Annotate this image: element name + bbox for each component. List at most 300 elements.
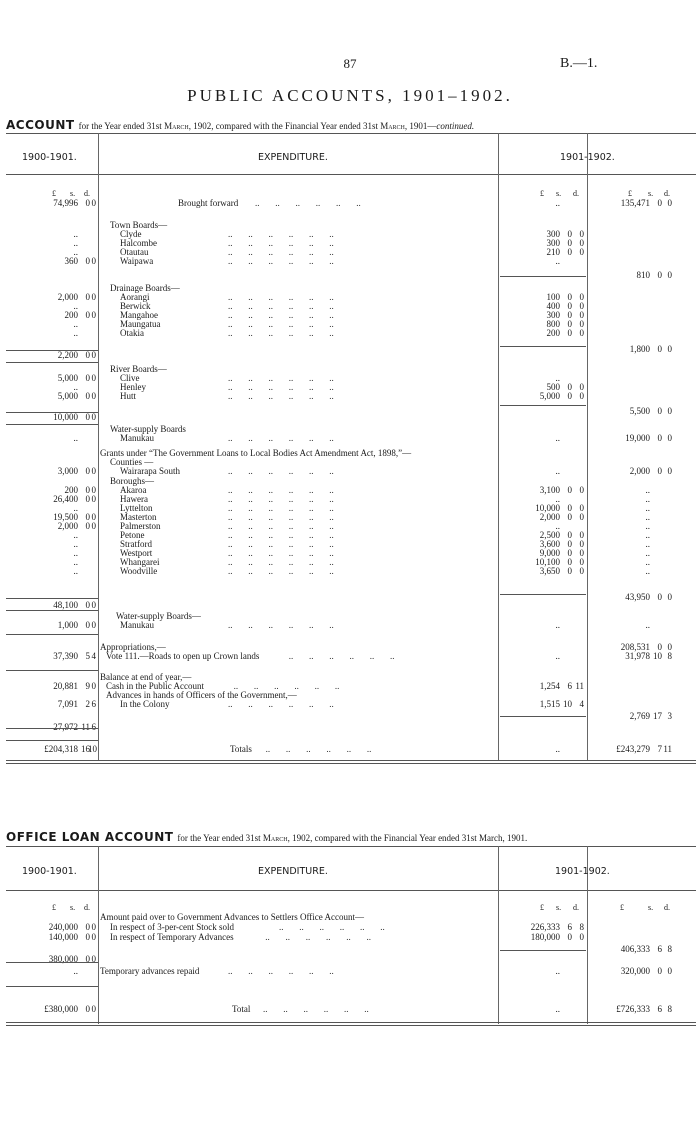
cell-mid-pounds: .. bbox=[555, 521, 560, 531]
cell-left-pence: 0 bbox=[91, 391, 96, 401]
cell-left-shillings: 0 bbox=[85, 600, 90, 610]
table-row bbox=[0, 1004, 700, 1015]
cell-left-pounds: .. bbox=[73, 566, 78, 576]
cell-left-shillings: 0 bbox=[85, 198, 90, 208]
leader-dots: .. .. .. .. .. .. bbox=[228, 229, 334, 239]
cell-left-shillings: 0 bbox=[85, 350, 90, 360]
cell-mid-pence: 0 bbox=[579, 530, 584, 540]
row-label: Total bbox=[232, 1004, 251, 1014]
cell-left-pence: 10 bbox=[88, 744, 97, 754]
cell-mid-shillings: 0 bbox=[567, 503, 572, 513]
table-row bbox=[0, 433, 700, 444]
cell-mid-shillings: 0 bbox=[567, 292, 572, 302]
row-label: Mangahoe bbox=[120, 310, 158, 320]
cell-mid-pence: 0 bbox=[579, 548, 584, 558]
cell-mid-shillings: 0 bbox=[567, 247, 572, 257]
cell-left-shillings: 0 bbox=[85, 292, 90, 302]
cell-right-pounds: 19,000 bbox=[625, 433, 650, 443]
cell-right-pounds: £726,333 bbox=[616, 1004, 650, 1014]
cell-mid-pounds: .. bbox=[555, 744, 560, 754]
row-label: Waipawa bbox=[120, 256, 154, 266]
cell-mid-shillings: 10 bbox=[563, 699, 572, 709]
cell-left-pounds: 37,390 bbox=[53, 651, 78, 661]
cell-left-shillings: 0 bbox=[85, 620, 90, 630]
cell-left-pence: 0 bbox=[91, 198, 96, 208]
cell-left-pounds: .. bbox=[73, 530, 78, 540]
cell-right-pounds: .. bbox=[645, 521, 650, 531]
cell-mid-shillings: 0 bbox=[567, 548, 572, 558]
section1-col-1900: 1900-1901. bbox=[22, 152, 77, 163]
cell-mid-pounds: 5,000 bbox=[539, 391, 560, 401]
cell-left-shillings: 0 bbox=[85, 512, 90, 522]
section1-units-row: £ s. d. £ s. d. £ s. d. bbox=[52, 189, 670, 198]
row-label: Amount paid over to Government Advances to Settlers Office Account— bbox=[100, 912, 365, 922]
cell-mid-shillings: 0 bbox=[567, 566, 572, 576]
leader-dots: .. .. .. .. .. .. bbox=[228, 512, 334, 522]
cell-left-pence: 6 bbox=[91, 722, 96, 732]
section2-col-1901: 1901-1902. bbox=[555, 866, 610, 877]
cell-left-pence: 0 bbox=[91, 310, 96, 320]
cell-left-pounds: 2,000 bbox=[57, 521, 78, 531]
cell-left-shillings: 5 bbox=[85, 651, 90, 661]
cell-mid-pence: 0 bbox=[579, 485, 584, 495]
cell-left-shillings: 0 bbox=[85, 466, 90, 476]
leader-dots: .. .. .. .. .. .. bbox=[228, 485, 334, 495]
cell-left-pounds: .. bbox=[73, 433, 78, 443]
table-row bbox=[0, 699, 700, 710]
row-label: Appropriations,— bbox=[100, 642, 166, 652]
cell-left-pounds: 74,996 bbox=[53, 198, 78, 208]
row-label: Counties — bbox=[110, 457, 154, 467]
row-label: Stratford bbox=[120, 539, 152, 549]
row-label: Aorangi bbox=[120, 292, 150, 302]
cell-left-pence: 6 bbox=[91, 699, 96, 709]
leader-dots: .. .. .. .. .. .. bbox=[228, 966, 334, 976]
cell-right-pence: 11 bbox=[663, 744, 672, 754]
cell-left-pence: 0 bbox=[91, 512, 96, 522]
row-label: Vote 111.—Roads to open up Crown lands bbox=[106, 651, 260, 661]
cell-left-pounds: 5,000 bbox=[57, 373, 78, 383]
leader-dots: .. .. .. .. .. .. bbox=[233, 681, 340, 691]
cell-left-pence: 0 bbox=[91, 620, 96, 630]
cell-mid-pounds: 9,000 bbox=[539, 548, 560, 558]
cell-mid-shillings: 0 bbox=[567, 932, 572, 942]
leader-dots: .. .. .. .. .. .. bbox=[228, 433, 334, 443]
cell-mid-pounds: 100 bbox=[546, 292, 560, 302]
cell-mid-pence: 11 bbox=[575, 681, 584, 691]
cell-right-pounds: .. bbox=[645, 548, 650, 558]
cell-right-pounds: 320,000 bbox=[620, 966, 650, 976]
cell-left-pounds: 19,500 bbox=[53, 512, 78, 522]
section1-col-expenditure: EXPENDITURE. bbox=[258, 152, 328, 163]
cell-mid-shillings: 0 bbox=[567, 229, 572, 239]
cell-left-pounds: .. bbox=[73, 238, 78, 248]
cell-right-pounds: 1,800 bbox=[629, 344, 650, 354]
cell-mid-shillings: 0 bbox=[567, 319, 572, 329]
cell-right-shillings: 0 bbox=[657, 966, 662, 976]
cell-right-shillings: 0 bbox=[657, 642, 662, 652]
cell-right-shillings: 6 bbox=[657, 944, 662, 954]
leader-dots: .. .. .. .. .. .. bbox=[228, 521, 334, 531]
leader-dots: .. .. .. .. .. .. bbox=[228, 382, 334, 392]
cell-left-pounds: .. bbox=[73, 319, 78, 329]
cell-left-pence: 0 bbox=[91, 922, 96, 932]
row-label: Henley bbox=[120, 382, 146, 392]
leader-dots: .. .. .. .. .. .. bbox=[228, 391, 334, 401]
table-row bbox=[0, 328, 700, 339]
row-label: Temporary advances repaid bbox=[100, 966, 200, 976]
cell-right-pounds: 43,950 bbox=[625, 592, 650, 602]
cell-left-pounds: 27,972 bbox=[53, 722, 78, 732]
cell-left-pence: 0 bbox=[91, 932, 96, 942]
cell-mid-shillings: 0 bbox=[567, 512, 572, 522]
cell-mid-pounds: .. bbox=[555, 373, 560, 383]
cell-left-pence: 0 bbox=[91, 600, 96, 610]
cell-right-pounds: .. bbox=[645, 539, 650, 549]
cell-right-shillings: 6 bbox=[657, 1004, 662, 1014]
cell-left-shillings: 0 bbox=[85, 391, 90, 401]
row-label: Cash in the Public Account bbox=[106, 681, 204, 691]
cell-mid-pounds: 3,650 bbox=[539, 566, 560, 576]
row-label: Drainage Boards— bbox=[110, 283, 180, 293]
cell-mid-pounds: .. bbox=[555, 966, 560, 976]
cell-mid-pounds: 3,600 bbox=[539, 539, 560, 549]
row-label: Totals bbox=[230, 744, 252, 754]
leader-dots: .. .. .. .. .. .. bbox=[228, 292, 334, 302]
leader-dots: .. .. .. .. .. .. bbox=[228, 247, 334, 257]
row-label: In the Colony bbox=[120, 699, 170, 709]
cell-right-shillings: 0 bbox=[657, 433, 662, 443]
cell-mid-shillings: 0 bbox=[567, 382, 572, 392]
table-row bbox=[0, 350, 700, 361]
leader-dots: .. .. .. .. .. .. bbox=[228, 494, 334, 504]
cell-right-pounds: .. bbox=[645, 557, 650, 567]
cell-right-pence: 0 bbox=[667, 344, 672, 354]
cell-right-pounds: 2,000 bbox=[629, 466, 650, 476]
cell-mid-pounds: 500 bbox=[546, 382, 560, 392]
cell-right-pence: 8 bbox=[667, 651, 672, 661]
cell-right-shillings: 0 bbox=[657, 466, 662, 476]
cell-left-pounds: £204,318 bbox=[44, 744, 78, 754]
cell-left-shillings: 0 bbox=[85, 256, 90, 266]
cell-left-pounds: 2,200 bbox=[57, 350, 78, 360]
cell-left-pounds: .. bbox=[73, 966, 78, 976]
table-row bbox=[0, 711, 700, 722]
cell-right-pence: 0 bbox=[667, 198, 672, 208]
cell-mid-shillings: 0 bbox=[567, 557, 572, 567]
cell-mid-pence: 0 bbox=[579, 557, 584, 567]
cell-right-shillings: 0 bbox=[657, 592, 662, 602]
cell-left-pounds: .. bbox=[73, 382, 78, 392]
section2-units-row: £ s. d. £ s. d. £ s. d. bbox=[52, 903, 670, 912]
cell-mid-pounds: .. bbox=[555, 466, 560, 476]
table-row bbox=[0, 270, 700, 281]
section2-col-expenditure: EXPENDITURE. bbox=[258, 866, 328, 877]
leader-dots: .. .. .. .. .. .. bbox=[228, 256, 334, 266]
cell-mid-pence: 0 bbox=[579, 512, 584, 522]
cell-mid-shillings: 0 bbox=[567, 301, 572, 311]
cell-mid-shillings: 6 bbox=[567, 681, 572, 691]
row-label: Petone bbox=[120, 530, 145, 540]
leader-dots: .. .. .. .. .. .. bbox=[265, 932, 371, 942]
table-row bbox=[0, 651, 700, 662]
cell-mid-pounds: 3,100 bbox=[539, 485, 560, 495]
leader-dots: .. .. .. .. .. .. bbox=[228, 503, 334, 513]
cell-right-pounds: .. bbox=[645, 485, 650, 495]
cell-mid-pounds: 210 bbox=[546, 247, 560, 257]
cell-mid-pounds: .. bbox=[555, 620, 560, 630]
leader-dots: .. .. .. .. .. .. bbox=[228, 310, 334, 320]
cell-mid-pence: 8 bbox=[579, 922, 584, 932]
cell-left-pounds: 5,000 bbox=[57, 391, 78, 401]
cell-mid-pence: 0 bbox=[579, 539, 584, 549]
cell-right-pence: 0 bbox=[667, 433, 672, 443]
cell-left-shillings: 0 bbox=[85, 485, 90, 495]
cell-left-shillings: 0 bbox=[85, 1004, 90, 1014]
cell-left-pence: 4 bbox=[91, 651, 96, 661]
row-label: Masterton bbox=[120, 512, 157, 522]
cell-left-pounds: 240,000 bbox=[48, 922, 78, 932]
cell-right-shillings: 17 bbox=[653, 711, 662, 721]
cell-mid-pounds: 400 bbox=[546, 301, 560, 311]
leader-dots: .. .. .. .. .. .. bbox=[228, 539, 334, 549]
leader-dots: .. .. .. .. .. .. bbox=[255, 198, 361, 208]
row-label: Balance at end of year,— bbox=[100, 672, 192, 682]
cell-mid-pence: 0 bbox=[579, 292, 584, 302]
table-row bbox=[0, 954, 700, 965]
leader-dots: .. .. .. .. .. .. bbox=[279, 922, 385, 932]
row-label: Hutt bbox=[120, 391, 137, 401]
cell-right-pence: 0 bbox=[667, 406, 672, 416]
leader-dots: .. .. .. .. .. .. bbox=[228, 557, 334, 567]
leader-dots: .. .. .. .. .. .. bbox=[228, 620, 334, 630]
cell-left-pounds: 2,000 bbox=[57, 292, 78, 302]
row-label: Manukau bbox=[120, 620, 154, 630]
leader-dots: .. .. .. .. .. .. bbox=[228, 699, 334, 709]
leader-dots: .. .. .. .. .. .. bbox=[288, 651, 395, 661]
cell-left-pounds: 360 bbox=[64, 256, 78, 266]
cell-mid-pounds: .. bbox=[555, 433, 560, 443]
cell-left-pence: 0 bbox=[91, 256, 96, 266]
cell-left-pence: 0 bbox=[91, 350, 96, 360]
row-label: Otautau bbox=[120, 247, 149, 257]
leader-dots: .. .. .. .. .. .. bbox=[228, 301, 334, 311]
cell-left-pence: 0 bbox=[91, 954, 96, 964]
cell-mid-pounds: 1,254 bbox=[539, 681, 560, 691]
row-label: In respect of 3-per-cent Stock sold bbox=[110, 922, 235, 932]
cell-right-pence: 0 bbox=[667, 270, 672, 280]
table-row bbox=[0, 722, 700, 733]
row-label: Whangarei bbox=[120, 557, 160, 567]
table-row bbox=[0, 600, 700, 611]
row-label: Town Boards— bbox=[110, 220, 168, 230]
leader-dots: .. .. .. .. .. .. bbox=[228, 328, 334, 338]
cell-mid-shillings: 0 bbox=[567, 485, 572, 495]
cell-left-pounds: .. bbox=[73, 503, 78, 513]
cell-right-pence: 0 bbox=[667, 966, 672, 976]
cell-left-pounds: 3,000 bbox=[57, 466, 78, 476]
cell-right-pounds: 406,333 bbox=[620, 944, 650, 954]
row-label: Halcombe bbox=[120, 238, 157, 248]
cell-left-shillings: 0 bbox=[85, 521, 90, 531]
cell-left-pence: 0 bbox=[91, 681, 96, 691]
cell-right-pounds: .. bbox=[645, 494, 650, 504]
cell-left-shillings: 0 bbox=[85, 494, 90, 504]
table-row bbox=[0, 256, 700, 267]
cell-mid-pence: 4 bbox=[579, 699, 584, 709]
row-label: Manukau bbox=[120, 433, 154, 443]
cell-left-pounds: .. bbox=[73, 328, 78, 338]
row-label: Otakia bbox=[120, 328, 144, 338]
cell-mid-pounds: .. bbox=[555, 256, 560, 266]
cell-left-pounds: .. bbox=[73, 301, 78, 311]
cell-left-pounds: 200 bbox=[64, 485, 78, 495]
cell-mid-shillings: 0 bbox=[567, 530, 572, 540]
row-label: Grants under “The Government Loans to Local Bodies Act Amendment Act, 1898,”— bbox=[100, 448, 412, 458]
cell-mid-pence: 0 bbox=[579, 566, 584, 576]
row-label: Akaroa bbox=[120, 485, 147, 495]
cell-mid-pounds: 10,000 bbox=[535, 503, 560, 513]
section1-name: ACCOUNT bbox=[6, 118, 75, 132]
cell-right-pounds: £243,279 bbox=[616, 744, 650, 754]
cell-mid-pence: 0 bbox=[579, 301, 584, 311]
cell-right-pounds: .. bbox=[645, 530, 650, 540]
row-label: Advances in hands of Officers of the Government,— bbox=[106, 690, 297, 700]
cell-left-shillings: 0 bbox=[85, 932, 90, 942]
cell-right-pounds: .. bbox=[645, 620, 650, 630]
cell-right-pounds: 2,769 bbox=[629, 711, 650, 721]
cell-mid-pounds: 226,333 bbox=[530, 922, 560, 932]
cell-left-pence: 0 bbox=[91, 494, 96, 504]
row-label: Palmerston bbox=[120, 521, 161, 531]
row-label: Water-supply Boards— bbox=[116, 611, 201, 621]
cell-mid-pounds: .. bbox=[555, 198, 560, 208]
cell-left-pounds: 48,100 bbox=[53, 600, 78, 610]
cell-mid-pence: 0 bbox=[579, 319, 584, 329]
section2-name: OFFICE LOAN ACCOUNT bbox=[6, 830, 174, 844]
row-label: Hawera bbox=[120, 494, 148, 504]
cell-mid-shillings: 0 bbox=[567, 539, 572, 549]
section2-col-1900: 1900-1901. bbox=[22, 866, 77, 877]
leader-dots: .. .. .. .. .. .. bbox=[228, 466, 334, 476]
cell-mid-pounds: 800 bbox=[546, 319, 560, 329]
cell-right-pence: 0 bbox=[667, 466, 672, 476]
cell-right-shillings: 10 bbox=[653, 651, 662, 661]
row-label: Woodville bbox=[120, 566, 158, 576]
cell-right-pounds: 810 bbox=[636, 270, 650, 280]
cell-left-pounds: 1,000 bbox=[57, 620, 78, 630]
cell-mid-pounds: 2,500 bbox=[539, 530, 560, 540]
cell-mid-pounds: 10,100 bbox=[535, 557, 560, 567]
cell-mid-pence: 0 bbox=[579, 247, 584, 257]
cell-mid-shillings: 0 bbox=[567, 328, 572, 338]
cell-mid-pounds: 300 bbox=[546, 310, 560, 320]
page-reference: B.—1. bbox=[560, 56, 598, 71]
cell-right-pounds: .. bbox=[645, 512, 650, 522]
leader-dots: .. .. .. .. .. .. bbox=[228, 319, 334, 329]
cell-mid-pence: 0 bbox=[579, 229, 584, 239]
leader-dots: .. .. .. .. .. .. bbox=[228, 548, 334, 558]
cell-right-pounds: 135,471 bbox=[620, 198, 650, 208]
section2-heading: OFFICE LOAN ACCOUNT for the Year ended 31st March, 1902, compared with the Financial Year ended 31st March, 1901. bbox=[6, 830, 528, 844]
row-label: Lyttelton bbox=[120, 503, 153, 513]
cell-mid-shillings: 0 bbox=[567, 238, 572, 248]
cell-left-pounds: .. bbox=[73, 247, 78, 257]
cell-left-pence: 0 bbox=[91, 292, 96, 302]
leader-dots: .. .. .. .. .. .. bbox=[228, 566, 334, 576]
table-row bbox=[0, 744, 700, 755]
cell-right-pence: 8 bbox=[667, 944, 672, 954]
section1-col-1901: 1901-1902. bbox=[560, 152, 615, 163]
cell-mid-pence: 0 bbox=[579, 391, 584, 401]
cell-left-shillings: 2 bbox=[85, 699, 90, 709]
cell-left-pounds: 200 bbox=[64, 310, 78, 320]
cell-right-shillings: 0 bbox=[657, 270, 662, 280]
row-label: Clive bbox=[120, 373, 140, 383]
row-label: Berwick bbox=[120, 301, 151, 311]
cell-left-shillings: 0 bbox=[85, 310, 90, 320]
table-row bbox=[0, 198, 700, 209]
cell-right-pounds: 5,500 bbox=[629, 406, 650, 416]
cell-left-pence: 0 bbox=[91, 466, 96, 476]
cell-right-shillings: 0 bbox=[657, 406, 662, 416]
cell-mid-pounds: 180,000 bbox=[530, 932, 560, 942]
leader-dots: .. .. .. .. .. .. bbox=[228, 373, 334, 383]
cell-left-shillings: 9 bbox=[85, 681, 90, 691]
cell-left-pence: 0 bbox=[91, 412, 96, 422]
cell-right-pence: 0 bbox=[667, 642, 672, 652]
cell-right-pounds: .. bbox=[645, 503, 650, 513]
cell-mid-pounds: 300 bbox=[546, 238, 560, 248]
page-number: 87 bbox=[343, 56, 357, 71]
cell-mid-pence: 0 bbox=[579, 328, 584, 338]
cell-mid-pounds: .. bbox=[555, 651, 560, 661]
cell-left-pence: 0 bbox=[91, 521, 96, 531]
cell-mid-pounds: 200 bbox=[546, 328, 560, 338]
cell-right-pence: 8 bbox=[667, 1004, 672, 1014]
cell-left-pounds: 140,000 bbox=[48, 932, 78, 942]
cell-mid-pounds: .. bbox=[555, 494, 560, 504]
cell-mid-pence: 0 bbox=[579, 932, 584, 942]
table-row bbox=[0, 391, 700, 402]
table-row bbox=[0, 412, 700, 423]
cell-left-shillings: 16 bbox=[81, 744, 90, 754]
cell-left-pounds: 26,400 bbox=[53, 494, 78, 504]
cell-mid-pence: 0 bbox=[579, 238, 584, 248]
cell-mid-pence: 0 bbox=[579, 310, 584, 320]
cell-right-pounds: .. bbox=[645, 566, 650, 576]
cell-right-pounds: 31,978 bbox=[625, 651, 650, 661]
cell-right-shillings: 0 bbox=[657, 344, 662, 354]
row-label: In respect of Temporary Advances bbox=[110, 932, 234, 942]
cell-left-shillings: 0 bbox=[85, 922, 90, 932]
cell-mid-pence: 0 bbox=[579, 503, 584, 513]
cell-left-pounds: .. bbox=[73, 548, 78, 558]
cell-left-pounds: .. bbox=[73, 539, 78, 549]
cell-left-pounds: 20,881 bbox=[53, 681, 78, 691]
cell-left-pence: 0 bbox=[91, 485, 96, 495]
cell-right-shillings: 0 bbox=[657, 198, 662, 208]
cell-left-shillings: 0 bbox=[85, 373, 90, 383]
row-label: Boroughs— bbox=[110, 476, 155, 486]
cell-left-pounds: 10,000 bbox=[53, 412, 78, 422]
cell-left-pounds: .. bbox=[73, 557, 78, 567]
table-row bbox=[0, 966, 700, 977]
page-title: PUBLIC ACCOUNTS, 1901–1902. bbox=[187, 86, 513, 105]
cell-mid-pounds: 2,000 bbox=[539, 512, 560, 522]
cell-left-shillings: 11 bbox=[81, 722, 90, 732]
cell-mid-shillings: 0 bbox=[567, 310, 572, 320]
